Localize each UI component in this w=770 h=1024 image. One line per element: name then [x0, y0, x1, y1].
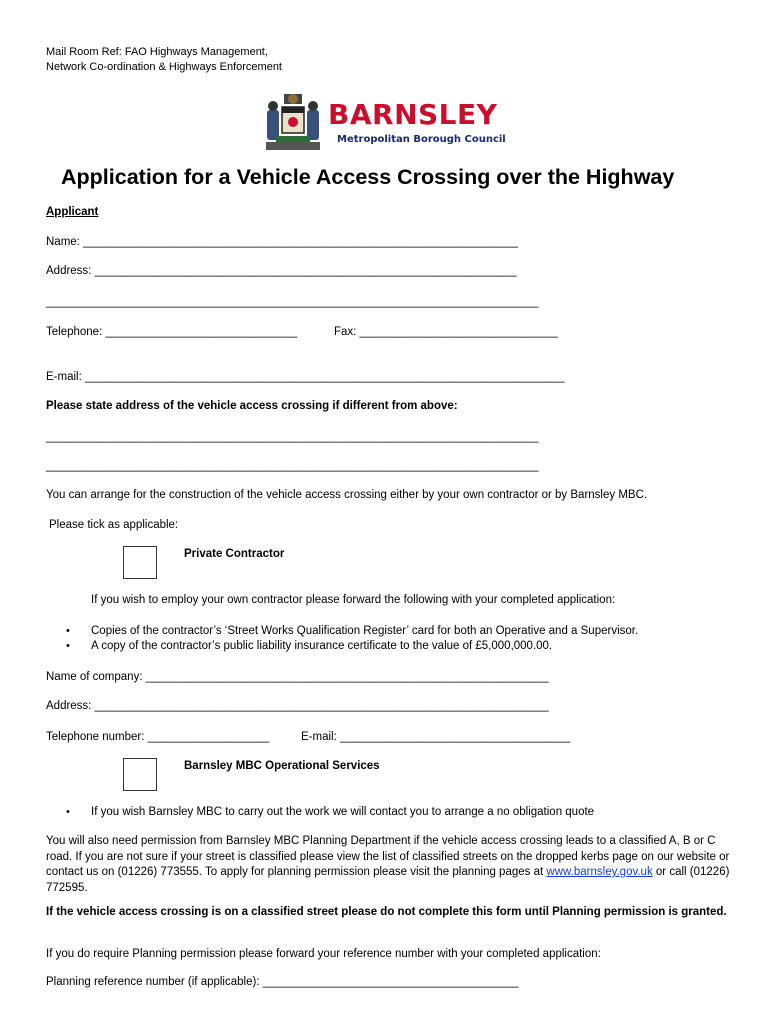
bullet-icon: • [66, 640, 70, 652]
applicant-address-field[interactable]: Address: __________________________________________________________________ [46, 265, 517, 277]
planning-call-text: or call (01226) 772595. [46, 866, 730, 894]
page-title: Application for a Vehicle Access Crossing over the Highway [61, 165, 675, 189]
planning-text: You will also need permission from Barnsley MBC Planning Department if the vehicle access crossing leads to a classified A, B or C road. If you are not sure if your street is classified please view the list of classified streets on the dropped kerbs page on our website or contact us on (01226) 773555. To apply for planning permission please visit the planning pages at [46, 835, 730, 878]
company-email-field[interactable]: E-mail: ____________________________________ [301, 731, 571, 743]
planning-warning: If the vehicle access crossing is on a classified street please do not complete this form until Planning permission is granted. [46, 906, 727, 918]
planning-forward-text: If you do require Planning permission please forward your reference number with your completed application: [46, 948, 601, 960]
operational-services-checkbox[interactable] [123, 758, 157, 791]
applicant-name-field[interactable]: Name: ____________________________________________________________________ [46, 236, 518, 248]
private-contractor-label: Private Contractor [184, 548, 285, 560]
logo-wordmark: BARNSLEY [328, 98, 498, 131]
arrange-text: You can arrange for the construction of the vehicle access crossing either by your own contractor or by Barnsley MBC. [46, 489, 648, 501]
applicant-heading: Applicant [46, 206, 99, 218]
operational-services-bullet: If you wish Barnsley MBC to carry out the work we will contact you to arrange a no obligation quote [91, 806, 595, 818]
company-address-field[interactable]: Address: _______________________________________________________________________ [46, 700, 549, 712]
private-contractor-intro: If you wish to employ your own contractor please forward the following with your completed application: [91, 594, 616, 606]
applicant-email-field[interactable]: E-mail: ___________________________________________________________________________ [46, 371, 565, 383]
barnsley-website-link[interactable]: www.barnsley.gov.uk [546, 866, 653, 878]
mail-room-ref-line1: Mail Room Ref: FAO Highways Management, [46, 46, 268, 58]
planning-paragraph [46, 834, 736, 896]
crossing-address-line2[interactable]: _____________________________________________________________________________ [46, 460, 539, 472]
applicant-address-line2[interactable]: _____________________________________________________________________________ [46, 296, 539, 308]
mail-room-ref-line2: Network Co-ordination & Highways Enforcement [46, 61, 282, 73]
contractor-bullet-1: Copies of the contractor’s ‘Street Works Qualification Register’ card for both an Operative and a Supervisor. [91, 625, 639, 637]
logo-subtitle: Metropolitan Borough Council [337, 134, 506, 145]
applicant-fax-field[interactable]: Fax: _______________________________ [334, 326, 558, 338]
private-contractor-checkbox[interactable] [123, 546, 157, 579]
contractor-bullet-2: A copy of the contractor’s public liability insurance certificate to the value of £5,000,000.00. [91, 640, 553, 652]
applicant-telephone-field[interactable]: Telephone: ______________________________ [46, 326, 298, 338]
crossing-address-line1[interactable]: _____________________________________________________________________________ [46, 431, 539, 443]
company-telephone-field[interactable]: Telephone number: ___________________ [46, 731, 270, 743]
council-logo [262, 92, 512, 154]
company-name-field[interactable]: Name of company: _______________________________________________________________ [46, 671, 549, 683]
bullet-icon: • [66, 625, 70, 637]
coat-of-arms-icon [262, 92, 324, 154]
operational-services-label: Barnsley MBC Operational Services [184, 760, 380, 772]
planning-reference-field[interactable]: Planning reference number (if applicable): ________________________________________ [46, 976, 519, 988]
bullet-icon: • [66, 806, 70, 818]
tick-instruction: Please tick as applicable: [49, 519, 179, 531]
crossing-address-heading: Please state address of the vehicle access crossing if different from above: [46, 400, 458, 412]
